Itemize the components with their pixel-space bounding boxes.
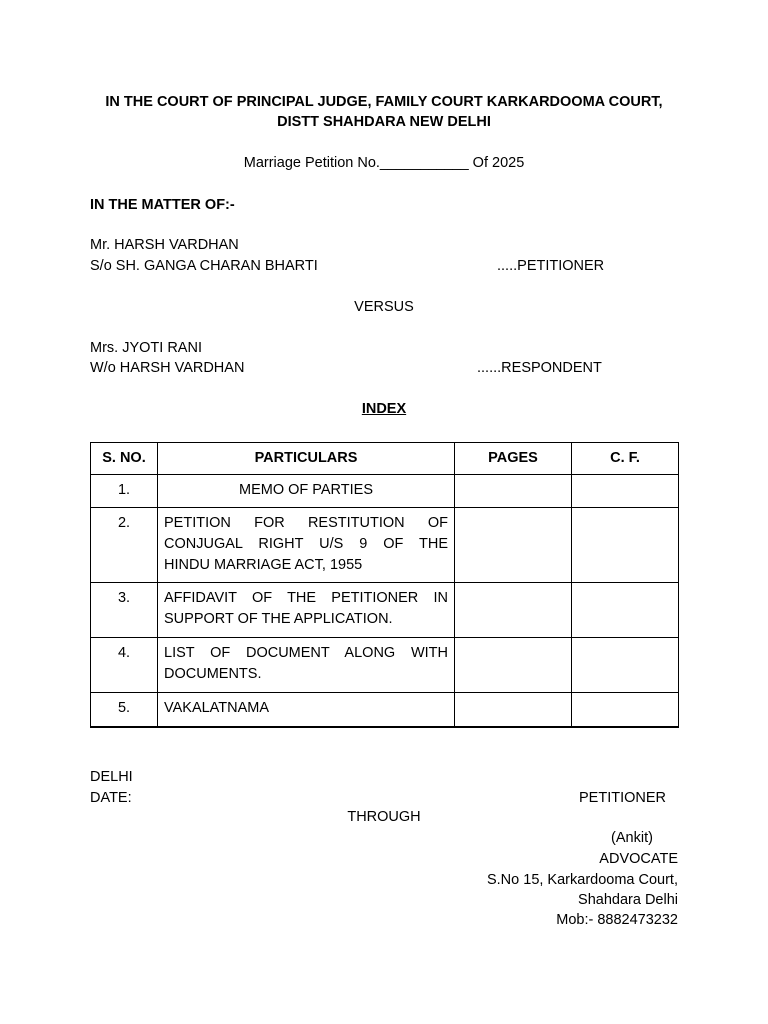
petitioner-name: Mr. HARSH VARDHAN bbox=[90, 237, 239, 253]
cell-cf bbox=[572, 583, 679, 638]
court-heading bbox=[60, 92, 708, 132]
advocate-address-line-1: S.No 15, Karkardooma Court, bbox=[486, 872, 678, 888]
cell-cf bbox=[572, 693, 679, 727]
footer-date: DATE: bbox=[90, 790, 132, 806]
cell-cf bbox=[572, 638, 679, 693]
particulars-line: MEMO OF PARTIES bbox=[238, 482, 373, 498]
particulars-line: DOCUMENTS. bbox=[164, 666, 262, 682]
cell-pages bbox=[455, 638, 572, 693]
cell-particulars bbox=[158, 638, 455, 693]
cell-particulars bbox=[158, 475, 455, 508]
advocate-title: ADVOCATE bbox=[599, 851, 678, 867]
table-header-row bbox=[91, 443, 679, 475]
cell-pages bbox=[455, 475, 572, 508]
advocate-address-line-2: Shahdara Delhi bbox=[578, 892, 678, 908]
footer-through: THROUGH bbox=[347, 809, 421, 825]
cell-sno: 3. bbox=[91, 583, 158, 638]
footer-place: DELHI bbox=[90, 769, 133, 785]
particulars-line: VAKALATNAMA bbox=[164, 700, 270, 716]
cell-sno: 1. bbox=[91, 475, 158, 508]
column-header-cf: C. F. bbox=[572, 443, 679, 475]
matter-of-heading: IN THE MATTER OF:- bbox=[90, 197, 235, 213]
particulars-line: AFFIDAVIT OF THE PETITIONER IN bbox=[164, 590, 448, 606]
particulars-line: PETITION FOR RESTITUTION OF bbox=[164, 515, 448, 531]
advocate-name: (Ankit) bbox=[611, 830, 653, 846]
cell-particulars bbox=[158, 583, 455, 638]
particulars-line: HINDU MARRIAGE ACT, 1955 bbox=[164, 557, 363, 573]
cell-pages bbox=[455, 693, 572, 727]
table-row bbox=[91, 583, 679, 638]
table-row bbox=[91, 638, 679, 693]
cell-pages bbox=[455, 583, 572, 638]
cell-pages bbox=[455, 508, 572, 583]
respondent-role: ......RESPONDENT bbox=[477, 360, 602, 376]
cell-sno: 5. bbox=[91, 693, 158, 727]
versus-label: VERSUS bbox=[354, 299, 414, 315]
cell-sno: 4. bbox=[91, 638, 158, 693]
petitioner-relation: S/o SH. GANGA CHARAN BHARTI bbox=[90, 258, 318, 274]
table-row bbox=[91, 475, 679, 508]
table-row bbox=[91, 693, 679, 727]
respondent-name: Mrs. JYOTI RANI bbox=[90, 340, 202, 356]
column-header-pages: PAGES bbox=[455, 443, 572, 475]
table-row bbox=[91, 508, 679, 583]
cell-sno: 2. bbox=[91, 508, 158, 583]
index-table bbox=[90, 442, 679, 728]
court-heading-line-2: DISTT SHAHDARA NEW DELHI bbox=[277, 114, 491, 130]
footer-petitioner: PETITIONER bbox=[579, 790, 667, 806]
particulars-line: LIST OF DOCUMENT ALONG WITH bbox=[164, 645, 448, 661]
court-heading-line-1: IN THE COURT OF PRINCIPAL JUDGE, FAMILY COURT KARKARDOOMA COURT, bbox=[105, 94, 663, 110]
petitioner-role: .....PETITIONER bbox=[497, 258, 605, 274]
particulars-line: CONJUGAL RIGHT U/S 9 OF THE bbox=[164, 536, 448, 552]
column-header-sno: S. NO. bbox=[91, 443, 158, 475]
respondent-relation: W/o HARSH VARDHAN bbox=[90, 360, 245, 376]
cell-cf bbox=[572, 475, 679, 508]
index-title: INDEX bbox=[361, 401, 407, 417]
cell-particulars bbox=[158, 693, 455, 727]
cell-cf bbox=[572, 508, 679, 583]
particulars-line: SUPPORT OF THE APPLICATION. bbox=[164, 611, 393, 627]
petition-number: Marriage Petition No.___________ Of 2025 bbox=[243, 155, 525, 171]
cell-particulars bbox=[158, 508, 455, 583]
column-header-particulars: PARTICULARS bbox=[158, 443, 455, 475]
advocate-mobile: Mob:- 8882473232 bbox=[556, 912, 678, 928]
